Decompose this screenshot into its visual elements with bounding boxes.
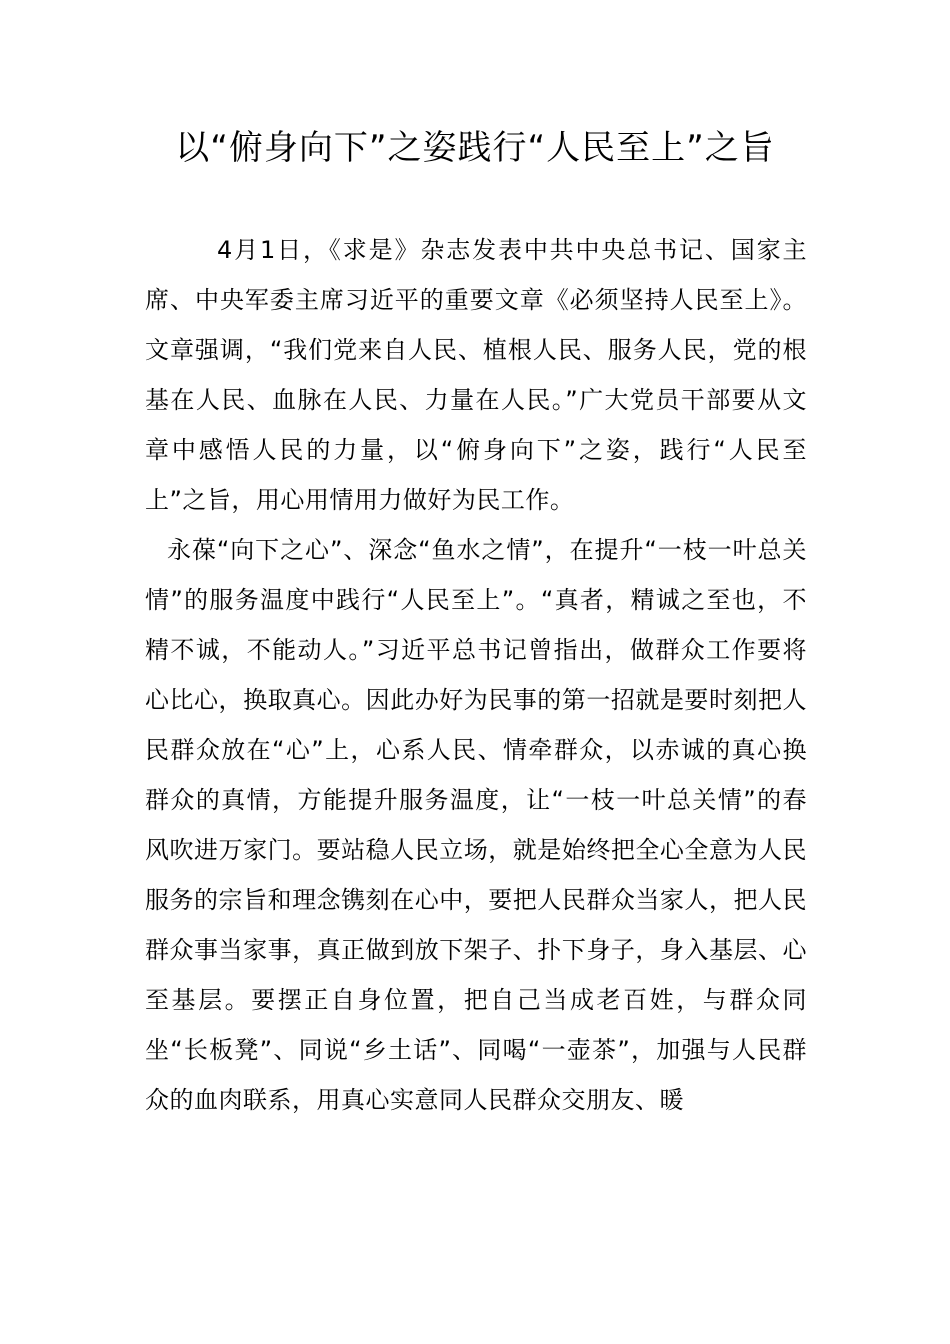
- paragraph-1: 4月1日，《求是》杂志发表中共中央总书记、国家主席、中央军委主席习近平的重要文章《必须坚持人民至上》。文章强调，“我们党来自人民、植根人民、服务人民，党的根基在人民、血脉在人民、力量在人民。”广大党员干部要从文章中感悟人民的力量，以“俯身向下”之姿，践行“人民至上”之旨，用心用情用力做好为民工作。: [145, 236, 807, 514]
- paragraph-2: 永葆“向下之心”、深念“鱼水之情”，在提升“一枝一叶总关情”的服务温度中践行“人民至上”。“真者，精诚之至也，不精不诚，不能动人。”习近平总书记曾指出，做群众工作要将心比心，换取真心。因此办好为民事的第一招就是要时刻把人民群众放在“心”上，心系人民、情牵群众，以赤诚的真心换群众的真情，方能提升服务温度，让“一枝一叶总关情”的春风吹进万家门。要站稳人民立场，就是始终把全心全意为人民服务的宗旨和理念镌刻在心中，要把人民群众当家人，把人民群众事当家事，真正做到放下架子、扑下身子，身入基层、心至基层。要摆正自身位置，把自己当成老百姓，与群众同坐“长板凳”、同说“乡土话”、同喝“一壶茶”，加强与人民群众的血肉联系，用真心实意同人民群众交朋友、暖: [145, 536, 807, 1114]
- document-title: 以“俯身向下”之姿践行“人民至上”之旨: [175, 128, 775, 168]
- document-body: [145, 225, 807, 1125]
